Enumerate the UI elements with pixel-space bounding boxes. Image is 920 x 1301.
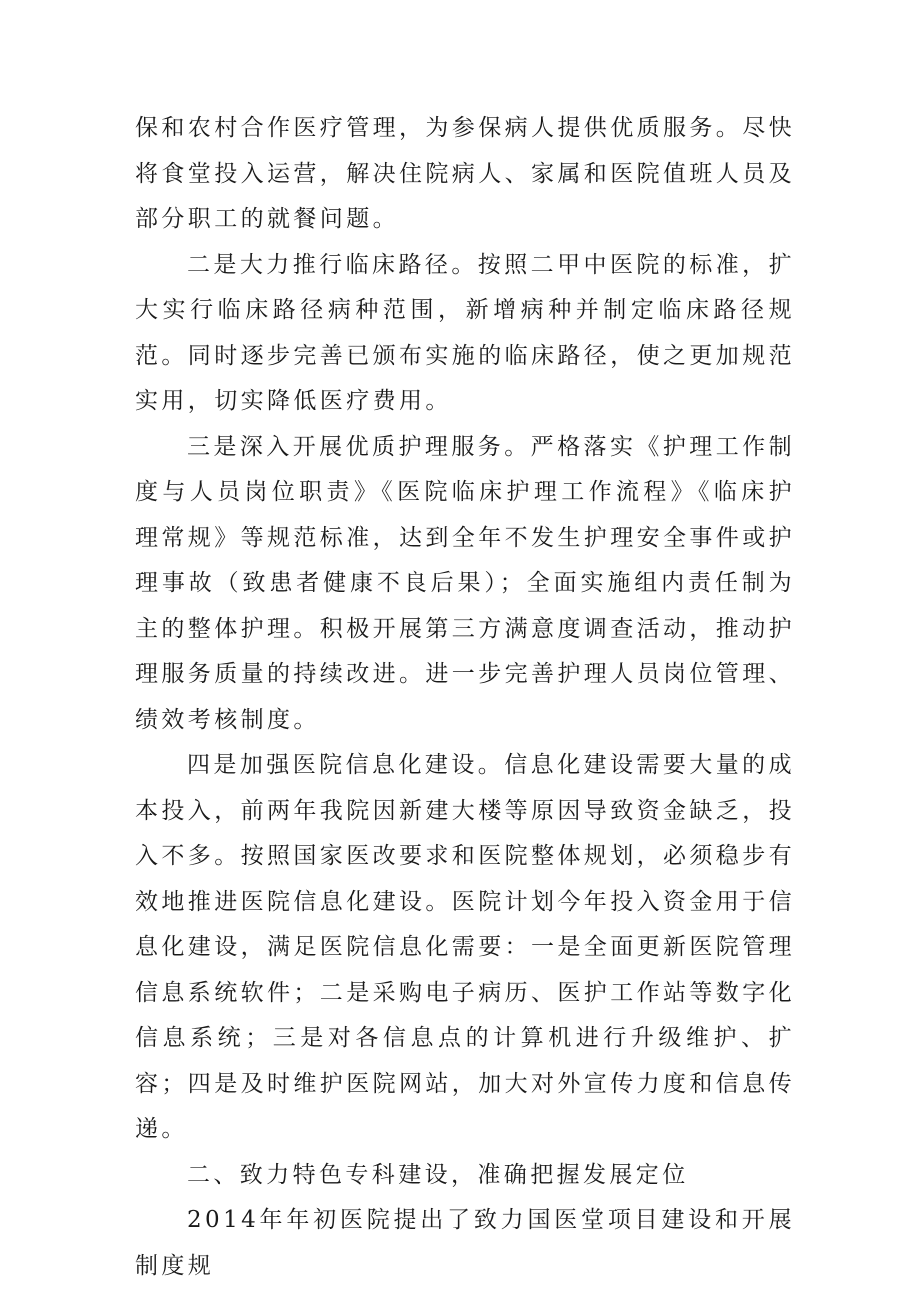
- paragraph-continued: 保和农村合作医疗管理，为参保病人提供优质服务。尽快将食堂投入运营，解决住院病人、家属和医院值班人员及部分职工的就餐问题。: [135, 115, 795, 232]
- section-heading: 二、致力特色专科建设，准确把握发展定位: [187, 1161, 689, 1188]
- paragraph-2014-plan: 2014年年初医院提出了致力国医堂项目建设和开展制度规: [135, 1207, 795, 1279]
- paragraph-informatization: 四是加强医院信息化建设。信息化建设需要大量的成本投入，前两年我院因新建大楼等原因导致资金缺乏，投入不多。按照国家医改要求和医院整体规划，必须稳步有效地推进医院信息化建设。医院计划今年投入资金用于信息化建设，满足医院信息化需要：一是全面更新医院管理信息系统软件；二是采购电子病历、医护工作站等数字化信息系统；三是对各信息点的计算机进行升级维护、扩容；四是及时维护医院网站，加大对外宣传力度和信息传递。: [135, 752, 795, 1142]
- paragraph-clinical-pathway: 二是大力推行临床路径。按照二甲中医院的标准，扩大实行临床路径病种范围，新增病种并制定临床路径规范。同时逐步完善已颁布实施的临床路径，使之更加规范实用，切实降低医疗费用。: [135, 251, 795, 414]
- document-body: [135, 106, 795, 1289]
- paragraph-nursing-service: 三是深入开展优质护理服务。严格落实《护理工作制度与人员岗位职责》《医院临床护理工作流程》《临床护理常规》等规范标准，达到全年不发生护理安全事件或护理事故（致患者健康不良后果）；全面实施组内责任制为主的整体护理。积极开展第三方满意度调查活动，推动护理服务质量的持续改进。进一步完善护理人员岗位管理、绩效考核制度。: [135, 433, 795, 733]
